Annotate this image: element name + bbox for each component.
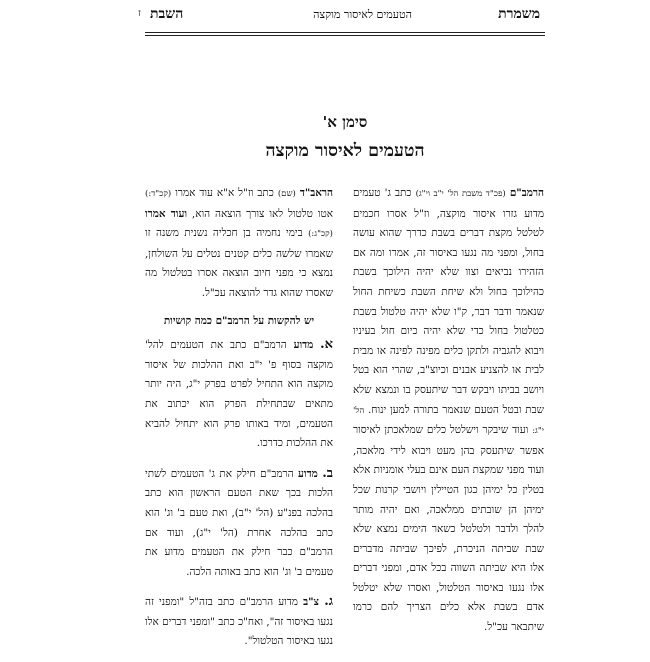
raavad-paragraph bbox=[145, 184, 333, 304]
siman-heading: סימן א' bbox=[322, 113, 368, 131]
halacha13-text: ועוד שיבקר וישלטל כלים שמלאכתן לאיסור אפשר שיתעסק בהן מעט ויבוא לידי מלאכה, ועוד מפני שמקצת העם אינם בעלי אומניות אלא בטלין כל ימיהן כגון הטיילין ויושבי קרנות שכל ימיהן הן שובתים ממלאכה, ואם יהיה מותר להלך ולדבר ולטלטל כשאר הימים נמצא שלא שבת שביתה הניכרת, לפיכך שביתה מדברים אלו היא שביתה השווה בכל אדם, ומפני דברים אלו נגעו באיסור הטלטול, ואסרו שלא יטלטל אדם בשבת אלא כלים הצריך להם כרמו שיתבאר עכ"ל. bbox=[353, 424, 544, 634]
question-text: מדוע הרמב"ם כתב בזה"ל "ומפני זה נגעו באיסור זה", ואח"כ כתב "ומפני דברים אלו נגעו באיסור הטלטול". bbox=[145, 596, 333, 648]
question-label: ב. bbox=[322, 465, 333, 481]
raavad-bold-2: ועוד אמרו bbox=[145, 207, 187, 220]
question-item bbox=[145, 592, 333, 652]
question-text: הרמב"ם כתב את הטעמים להל' מוקצה בסוף פ' י"ב ואת ההלכות של איסור מוקצה הוא התחיל לפרט בפרק י"ג, היה יותר מתאים שבתחילת הפרק הוא יכתוב את הטעמים, ומיד באותו פרק הוא יתחיל להביא את ההלכות כדרכו. bbox=[145, 339, 333, 450]
rambam-paragraph bbox=[353, 184, 544, 638]
rambam-text: כתב ג' טעמים מדוע גזרו איסור מוקצה, וז"ל אסרו חכמים לטלטל מקצת דברים בשבת כדרך שהוא עושה בחול, ומפני מה נגעו באיסור זה, אמרו ומה אם הזהירו נביאים וצוו שלא יהיה הילוכך בשבת כהילוכך בחול ולא שיחת השבת כשיחת החול שנאמר ודבר דבר, ק"ו שלא יהיה טלטול בשבת כטלטול בחול כדי שלא יהיה כיום חול בעיניו ויבוא להגביה ולתקן כלים מפינה לפינה או מבית לבית או להצניע אבנים וכיוצ"ב, שהרי הוא בטל ויושב בביתו ויבקש דבר שיתעסק בו ונמצא שלא שבת ובטל הטעם שנאמר בתורה למען ינוח. bbox=[353, 187, 544, 416]
left-column bbox=[145, 184, 333, 662]
chapter-subtitle: הטעמים לאיסור מוקצה bbox=[313, 8, 412, 21]
header-rule-bottom bbox=[145, 35, 545, 36]
questions-heading: יש להקשות על הרמב"ם כמה קושיות bbox=[163, 314, 315, 327]
section-name: השבת bbox=[150, 6, 184, 22]
raavad-text-2: בימי נחמיה בן חכליה נשנית משנה זו שאמרו שלשה כלים קטנים נטלים על השולחן, נמצא כי מפני חיוב הוצאה אסרו בטלטול מה שאסרו שהוא גדר להוצאה עכ"ל. bbox=[145, 227, 333, 299]
right-column bbox=[353, 184, 544, 638]
question-label: ג. bbox=[324, 594, 334, 610]
page-number: ז bbox=[138, 8, 141, 19]
halacha13-ref: הל' י"ג: bbox=[353, 405, 544, 437]
question-item bbox=[145, 464, 333, 583]
rambam-label: הרמב"ם bbox=[509, 187, 544, 199]
book-brand: משמרת bbox=[498, 6, 540, 22]
running-header bbox=[138, 6, 540, 30]
raavad-text-1: אטו טלטול לאו צורך הוצאה הוא, bbox=[191, 207, 333, 220]
raavad-lead: כתב וז"ל א"א עוד אמרו bbox=[175, 187, 274, 199]
question-label: א. bbox=[320, 337, 333, 353]
raavad-source-2: (קכ"ד:) bbox=[145, 189, 172, 199]
raavad-source: (שם) bbox=[277, 189, 296, 199]
question-text: הרמב"ם חילק את ג' הטעמים לשתי הלכות בכך שאת הטעם הראשון הוא כתב בהלכה בפנ"ע (הל' י"ב), ואת טעם ב' וג' הוא כתב בהלכה אחרת (הל' י"ג), ועוד אם הרמב"ם כבר חילק את הטעמים מדוע את טעמים ב' וג' הוא כתב באותה הלכה. bbox=[145, 467, 333, 578]
question-lead: מדוע bbox=[293, 339, 314, 352]
raavad-label: הראב"ד bbox=[299, 187, 333, 199]
question-lead: מדוע bbox=[298, 467, 318, 480]
question-item bbox=[145, 335, 333, 454]
page-title: הטעמים לאיסור מוקצה bbox=[265, 141, 425, 161]
header-rule-top bbox=[145, 32, 545, 33]
raavad-source-3: (קכ"ג:) bbox=[308, 229, 333, 240]
question-lead: צ"ב bbox=[303, 596, 320, 609]
rambam-source: (פכ"ד משבת הל' י"ב וי"ג) bbox=[415, 189, 506, 199]
